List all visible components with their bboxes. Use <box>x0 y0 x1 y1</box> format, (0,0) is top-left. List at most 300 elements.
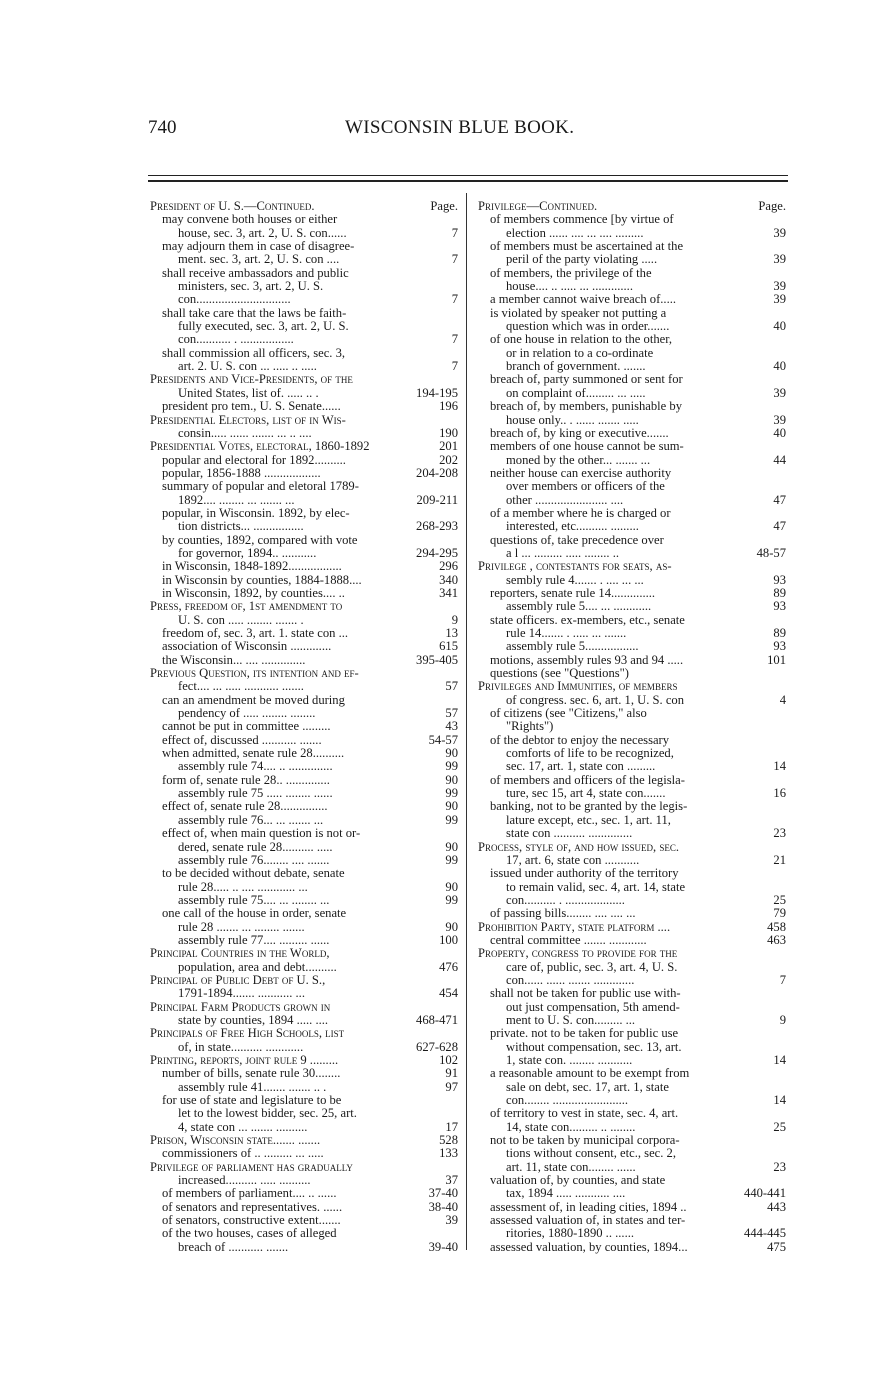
entry-page-ref: 440-441 <box>744 1186 786 1201</box>
index-entry-line <box>150 881 458 894</box>
entry-text: increased.......... ..... .......... <box>178 1173 311 1188</box>
entry-text: peril of the party violating ..... <box>506 252 658 267</box>
index-entry-line <box>150 1227 458 1240</box>
entry-page-ref: 615 <box>439 639 458 654</box>
entry-page-ref: 91 <box>445 1066 458 1081</box>
index-entry-line <box>478 600 786 613</box>
index-entry-line <box>478 734 786 747</box>
entry-text: fully executed, sec. 3, art. 2, U. S. <box>178 319 349 334</box>
entry-text: 17, art. 6, state con ........... <box>506 852 640 867</box>
entry-text: Presidential Electors, list of in Wis- <box>150 412 346 427</box>
index-entry-line <box>478 333 786 346</box>
entry-page-ref: 194-195 <box>416 385 458 400</box>
index-entry-line <box>478 961 786 974</box>
entry-text: or in relation to a co-ordinate <box>506 345 654 360</box>
running-title: WISCONSIN BLUE BOOK. <box>345 117 575 138</box>
entry-page-ref: 89 <box>773 626 786 640</box>
index-entry-line <box>478 320 786 333</box>
index-entry-line <box>150 1107 458 1120</box>
index-entry-line <box>478 267 786 280</box>
entry-text: let to the lowest bidder, sec. 25, art. <box>178 1106 357 1121</box>
index-entry-line <box>478 1227 786 1240</box>
entry-page-ref: 133 <box>439 1146 458 1161</box>
entry-text: breach of, by king or executive....... <box>490 425 669 440</box>
index-entry-line <box>478 707 786 720</box>
entry-page-ref: 9 <box>779 1012 786 1027</box>
index-entry-line <box>478 373 786 386</box>
entry-text: questions of, take precedence over <box>490 532 664 547</box>
entry-text: of one house in relation to the other, <box>490 332 673 347</box>
entry-page-ref: 296 <box>439 559 458 574</box>
entry-page-ref: 201 <box>439 439 458 454</box>
index-entry-line <box>150 1201 458 1214</box>
entry-page-ref: 39 <box>773 279 786 294</box>
entry-text: of senators and representatives. ...... <box>162 1199 343 1214</box>
entry-text: Printing, reports, joint rule 9 ......... <box>150 1053 339 1067</box>
index-entry-line <box>150 253 458 266</box>
index-entry-line <box>150 814 458 827</box>
entry-page-ref: 13 <box>445 626 458 640</box>
entry-text: over members or officers of the <box>506 479 665 494</box>
entry-text: of territory to vest in state, sec. 4, art. <box>490 1106 679 1121</box>
index-entry-line <box>478 347 786 360</box>
entry-text: Process, style of, and how issued, sec. <box>478 839 680 854</box>
entry-page-ref: 7 <box>451 359 458 374</box>
entry-page-ref: 25 <box>773 1119 786 1134</box>
index-entry-line <box>478 774 786 787</box>
entry-page-ref: 395-405 <box>416 652 458 667</box>
entry-text: tax, 1894 ..... ........... .... <box>506 1186 626 1201</box>
index-entry-line <box>478 467 786 480</box>
entry-text: of members, the privilege of the <box>490 265 652 280</box>
index-entry-line <box>150 1147 458 1160</box>
entry-page-ref: 99 <box>445 892 458 907</box>
entry-text: shall receive ambassadors and public <box>162 265 349 280</box>
entry-text: may adjourn them in case of disagree- <box>162 239 355 254</box>
entry-page-ref: 47 <box>773 519 786 534</box>
entry-text: United States, list of. ..... .. . <box>178 385 319 400</box>
index-entry-line <box>150 841 458 854</box>
entry-text: issued under authority of the territory <box>490 866 679 881</box>
entry-page-ref: 7 <box>451 225 458 240</box>
index-entry-line <box>150 1094 458 1107</box>
index-heading-line <box>150 1134 458 1147</box>
entry-text: of senators, constructive extent....... <box>162 1213 341 1228</box>
entry-text: of, in state.......... ............ <box>178 1039 304 1054</box>
index-entry-line <box>150 1187 458 1200</box>
entry-text: state by counties, 1894 ..... .... <box>178 1012 329 1027</box>
entry-page-ref: 627-628 <box>416 1039 458 1054</box>
entry-text: shall commission all officers, sec. 3, <box>162 345 346 360</box>
entry-text: ture, sec 15, art 4, state con....... <box>506 786 666 801</box>
entry-page-ref: 4 <box>779 692 786 707</box>
entry-text: not to be taken by municipal corpora- <box>490 1133 680 1148</box>
entry-text: popular and electoral for 1892.......... <box>162 452 346 467</box>
index-entry-line <box>150 854 458 867</box>
entry-text: rule 14....... . ..... ... ....... <box>506 626 627 640</box>
index-entry-line <box>478 1187 786 1200</box>
index-entry-line <box>150 800 458 813</box>
entry-text: house, sec. 3, art. 2, U. S. con...... <box>178 225 347 240</box>
entry-text: to be decided without debate, senate <box>162 866 345 881</box>
index-entry-line <box>150 760 458 773</box>
entry-text: of members of parliament.... .. ...... <box>162 1186 337 1201</box>
entry-text: Prohibition Party, state platform .... <box>478 919 671 934</box>
entry-text: summary of popular and eletoral 1789- <box>162 479 359 494</box>
entry-page-ref: 528 <box>439 1133 458 1148</box>
entry-text: Privilege , contestants for seats, as- <box>478 559 672 574</box>
entry-page-ref: 7 <box>451 292 458 307</box>
entry-text: 1791-1894....... ........... ... <box>178 986 305 1001</box>
entry-text: tions without consent, etc., sec. 2, <box>506 1146 676 1161</box>
entry-text: Presidents and Vice-Presidents, of the <box>150 372 353 387</box>
entry-text: 4, state con ... ....... .......... <box>178 1119 308 1134</box>
entry-text: assessment of, in leading cities, 1894 .. <box>490 1199 687 1214</box>
entry-page-ref: 37 <box>445 1173 458 1188</box>
index-entry-line <box>478 240 786 253</box>
index-entry-line <box>150 1241 458 1254</box>
entry-text: Press, freedom of, 1st amendment to <box>150 599 343 614</box>
index-entry-line <box>478 520 786 533</box>
index-entry-line <box>150 587 458 600</box>
index-entry-line <box>150 400 458 413</box>
entry-text: commissioners of .. ......... ... ..... <box>162 1146 324 1161</box>
entry-text: a l ... ......... ..... ........ .. <box>506 545 619 560</box>
index-entry-line <box>478 280 786 293</box>
entry-text: form of, senate rule 28.. .............. <box>162 772 330 787</box>
entry-page-ref: 99 <box>445 759 458 774</box>
entry-text: President of U. S.—Continued. <box>150 199 315 213</box>
index-heading-line <box>150 200 458 213</box>
index-entry-line <box>150 454 458 467</box>
entry-text: in Wisconsin, 1892, by counties.... .. <box>162 585 345 600</box>
index-entry-line <box>478 827 786 840</box>
index-entry-line <box>150 320 458 333</box>
entry-text: can an amendment be moved during <box>162 692 345 707</box>
index-column-left <box>150 200 458 1254</box>
entry-text: number of bills, senate rule 30........ <box>162 1066 341 1081</box>
entry-page-ref: 57 <box>445 679 458 694</box>
entry-text: state con .......... .............. <box>506 826 633 841</box>
entry-page-ref: 99 <box>445 852 458 867</box>
entry-page-ref: 93 <box>773 599 786 614</box>
entry-text: effect of, when main question is not or- <box>162 826 361 841</box>
entry-text: assessed valuation of, in states and ter- <box>490 1213 686 1228</box>
entry-text: to remain valid, sec. 4, art. 14, state <box>506 879 686 894</box>
entry-text: house only.. . ...... ....... ..... <box>506 412 639 427</box>
index-heading-line <box>478 200 786 213</box>
entry-page-ref: 47 <box>773 492 786 507</box>
entry-page-ref: 99 <box>445 812 458 827</box>
entry-text: of passing bills........ .... .... ... <box>490 906 636 921</box>
index-entry-line <box>150 360 458 373</box>
index-entry-line <box>478 640 786 653</box>
entry-page-ref: 16 <box>773 786 786 801</box>
index-entry-line <box>150 494 458 507</box>
page-number: 740 <box>148 117 177 138</box>
index-entry-line <box>150 534 458 547</box>
index-heading-line <box>478 560 786 573</box>
entry-page-ref: 54-57 <box>428 732 458 747</box>
entry-page-ref: 17 <box>445 1119 458 1134</box>
index-entry-line <box>478 213 786 226</box>
index-heading-line <box>150 974 458 987</box>
entry-page-ref: 89 <box>773 585 786 600</box>
index-entry-line <box>478 1014 786 1027</box>
entry-page-ref: 48-57 <box>756 545 786 560</box>
index-entry-line <box>478 1121 786 1134</box>
entry-page-ref: 39 <box>773 412 786 427</box>
index-entry-line <box>478 654 786 667</box>
index-entry-line <box>150 560 458 573</box>
index-entry-line <box>478 387 786 400</box>
entry-text: assembly rule 41....... ....... .. . <box>178 1079 327 1094</box>
entry-text: Principal Farm Products grown in <box>150 999 331 1014</box>
index-heading-line <box>150 373 458 386</box>
index-entry-line <box>478 307 786 320</box>
entry-page-ref: 9 <box>451 612 458 627</box>
index-entry-line <box>150 907 458 920</box>
entry-page-ref: 90 <box>445 879 458 894</box>
index-heading-line <box>478 680 786 693</box>
index-entry-line <box>478 587 786 600</box>
index-entry-line <box>478 987 786 1000</box>
index-heading-line <box>150 1054 458 1067</box>
entry-text: motions, assembly rules 93 and 94 ..... <box>490 652 684 667</box>
entry-text: Privilege of parliament has gradually <box>150 1159 353 1174</box>
entry-text: dered, senate rule 28.......... ..... <box>178 839 333 854</box>
entry-text: moned by the other... ....... ... <box>506 452 651 467</box>
index-entry-line <box>150 267 458 280</box>
entry-text: Principal of Public Debt of U. S., <box>150 972 326 987</box>
entry-text: Privileges and Immunities, of members <box>478 679 678 694</box>
entry-text: sec. 17, art. 1, state con ......... <box>506 759 656 774</box>
entry-page-ref: 340 <box>439 572 458 587</box>
entry-text: private. not to be taken for public use <box>490 1026 679 1041</box>
index-entry-line <box>478 253 786 266</box>
entry-text: house.... .. ..... ... ............. <box>506 279 633 294</box>
index-entry-line <box>150 227 458 240</box>
entry-text: ministers, sec. 3, art. 2, U. S. <box>178 279 324 294</box>
entry-text: for use of state and legislature to be <box>162 1093 342 1108</box>
index-entry-line <box>150 827 458 840</box>
entry-text: neither house can exercise authority <box>490 465 672 480</box>
index-heading-line <box>150 414 458 427</box>
entry-text: assembly rule 74.... .. .............. <box>178 759 333 774</box>
index-entry-line <box>150 961 458 974</box>
entry-page-ref: 454 <box>439 986 458 1001</box>
entry-text: president pro tem., U. S. Senate...... <box>162 399 341 414</box>
entry-page-ref: 100 <box>439 932 458 947</box>
entry-text: of a member where he is charged or <box>490 505 671 520</box>
entry-text: members of one house cannot be sum- <box>490 439 684 454</box>
entry-text: lature except, etc., sec. 1, art. 11, <box>506 812 671 827</box>
entry-text: banking, not to be granted by the legis- <box>490 799 688 814</box>
index-entry-line <box>478 694 786 707</box>
entry-page-ref: 7 <box>451 332 458 347</box>
index-entry-line <box>478 507 786 520</box>
entry-text: 1, state con. ........ ........... <box>506 1053 633 1067</box>
entry-text: assembly rule 76........ .... ....... <box>178 852 330 867</box>
entry-text: ment to U. S. con......... ... <box>506 1012 636 1027</box>
entry-text: of the two houses, cases of alleged <box>162 1226 337 1241</box>
index-entry-line <box>150 293 458 306</box>
entry-text: sale on debt, sec. 17, art. 1, state <box>506 1079 669 1094</box>
index-entry-line <box>478 907 786 920</box>
entry-text: assembly rule 76... ... ....... ... <box>178 812 324 827</box>
entry-text: Prison, Wisconsin state....... ....... <box>150 1133 321 1148</box>
entry-text: questions (see "Questions") <box>490 666 629 681</box>
entry-page-ref: 443 <box>767 1199 786 1214</box>
entry-page-ref: 7 <box>451 252 458 267</box>
entry-page-ref: 39 <box>773 385 786 400</box>
entry-text: rule 28 ....... ... ........ ....... <box>178 919 305 934</box>
entry-text: assembly rule 5................. <box>506 639 639 654</box>
index-entry-line <box>150 774 458 787</box>
entry-page-ref: 204-208 <box>416 465 458 480</box>
entry-page-ref: 209-211 <box>416 492 458 507</box>
index-entry-line <box>478 414 786 427</box>
entry-text: rule 28..... .. .... ............ ... <box>178 879 308 894</box>
entry-text: ritories, 1880-1890 .. ...... <box>506 1226 635 1241</box>
index-heading-line <box>478 841 786 854</box>
entry-page-ref: 23 <box>773 1159 786 1174</box>
entry-text: Previous Question, its intention and ef- <box>150 666 359 681</box>
index-entry-line <box>478 1161 786 1174</box>
index-entry-line <box>478 1027 786 1040</box>
entry-text: association of Wisconsin ............. <box>162 639 332 654</box>
index-entry-line <box>478 934 786 947</box>
page-header <box>148 117 788 141</box>
entry-page-ref: 294-295 <box>416 545 458 560</box>
index-entry-line <box>150 1067 458 1080</box>
entry-text: assessed valuation, by counties, 1894... <box>490 1239 688 1254</box>
entry-text: by counties, 1892, compared with vote <box>162 532 358 547</box>
index-entry-line <box>478 800 786 813</box>
index-entry-line <box>478 227 786 240</box>
index-entry-line <box>150 1014 458 1027</box>
entry-text: a reasonable amount to be exempt from <box>490 1066 690 1081</box>
index-entry-line <box>150 213 458 226</box>
index-entry-line <box>150 867 458 880</box>
index-heading-line <box>150 1161 458 1174</box>
entry-text: cannot be put in committee ......... <box>162 719 331 734</box>
index-entry-line <box>478 867 786 880</box>
index-entry-line <box>150 987 458 1000</box>
entry-page-ref: 39 <box>773 292 786 307</box>
index-entry-line <box>150 921 458 934</box>
entry-page-ref: 99 <box>445 786 458 801</box>
index-entry-line <box>150 787 458 800</box>
entry-text: Privilege—Continued. <box>478 199 598 213</box>
index-entry-line <box>150 1081 458 1094</box>
entry-text: breach of, party summoned or sent for <box>490 372 683 387</box>
index-entry-line <box>478 667 786 680</box>
entry-text: Principal Countries in the World, <box>150 946 330 961</box>
entry-page-ref: 23 <box>773 826 786 841</box>
entry-text: shall not be taken for public use with- <box>490 986 681 1001</box>
entry-page-ref: 90 <box>445 746 458 761</box>
index-entry-line <box>478 1054 786 1067</box>
entry-text: for governor, 1894.. ........... <box>178 545 317 560</box>
index-column-right <box>478 200 786 1254</box>
entry-page-ref: 79 <box>773 906 786 921</box>
entry-page-ref: 468-471 <box>416 1012 458 1027</box>
entry-text: freedom of, sec. 3, art. 1. state con ... <box>162 626 349 640</box>
index-entry-line <box>478 881 786 894</box>
entry-page-ref: 90 <box>445 919 458 934</box>
index-entry-line <box>150 894 458 907</box>
entry-text: election ...... .... ... .... ......... <box>506 225 644 240</box>
index-entry-line <box>478 974 786 987</box>
entry-page-ref: 90 <box>445 799 458 814</box>
entry-text: branch of government. ....... <box>506 359 646 374</box>
entry-text: ment. sec. 3, art. 2, U. S. con .... <box>178 252 340 267</box>
index-entry-line <box>478 1107 786 1120</box>
entry-text: care of, public, sec. 3, art. 4, U. S. <box>506 959 678 974</box>
entry-text: "Rights") <box>506 719 554 734</box>
index-entry-line <box>478 787 786 800</box>
index-entry-line <box>150 1214 458 1227</box>
entry-text: of members must be ascertained at the <box>490 239 684 254</box>
index-entry-line <box>478 547 786 560</box>
entry-text: in Wisconsin, 1848-1892................. <box>162 559 342 574</box>
entry-text: U. S. con ..... ........ ....... . <box>178 612 304 627</box>
entry-text: comforts of life to be recognized, <box>506 746 674 761</box>
entry-text: a member cannot waive breach of..... <box>490 292 677 307</box>
entry-text: without compensation, sec. 13, art. <box>506 1039 682 1054</box>
entry-text: pendency of ..... ........ ........ <box>178 706 316 721</box>
index-entry-line <box>478 760 786 773</box>
entry-text: breach of ........... ....... <box>178 1239 289 1254</box>
entry-page-ref: 475 <box>767 1239 786 1254</box>
entry-page-ref: 14 <box>773 1093 786 1108</box>
index-entry-line <box>478 1134 786 1147</box>
entry-page-ref: 38-40 <box>428 1199 458 1214</box>
index-entry-line <box>478 574 786 587</box>
entry-page-ref: 202 <box>439 452 458 467</box>
entry-text: in Wisconsin by counties, 1884-1888.... <box>162 572 362 587</box>
index-entry-line <box>478 1094 786 1107</box>
entry-page-ref: 39 <box>773 225 786 240</box>
entry-text: of citizens (see "Citizens," also <box>490 706 647 721</box>
entry-page-ref: 7 <box>779 972 786 987</box>
index-entry-line <box>150 734 458 747</box>
index-entry-line <box>150 1174 458 1187</box>
index-entry-line <box>150 280 458 293</box>
index-heading-line <box>150 667 458 680</box>
entry-text: interested, etc.......... ......... <box>506 519 639 534</box>
entry-page-ref: 444-445 <box>744 1226 786 1241</box>
index-entry-line <box>478 360 786 373</box>
entry-text: assembly rule 75 ..... ........ ...... <box>178 786 333 801</box>
index-heading-line <box>150 600 458 613</box>
index-entry-line <box>150 627 458 640</box>
entry-page-ref: 21 <box>773 852 786 867</box>
entry-text: Principals of Free High Schools, list <box>150 1026 345 1041</box>
entry-text: may convene both houses or either <box>162 212 338 227</box>
index-entry-line <box>478 440 786 453</box>
entry-page-ref: 40 <box>773 359 786 374</box>
entry-text: assembly rule 77.... ......... ...... <box>178 932 330 947</box>
index-entry-line <box>150 467 458 480</box>
index-entry-line <box>478 854 786 867</box>
index-entry-line <box>478 1201 786 1214</box>
index-entry-line <box>478 1241 786 1254</box>
entry-text: of members commence [by virtue of <box>490 212 674 227</box>
index-heading-line <box>150 1001 458 1014</box>
index-entry-line <box>478 1041 786 1054</box>
